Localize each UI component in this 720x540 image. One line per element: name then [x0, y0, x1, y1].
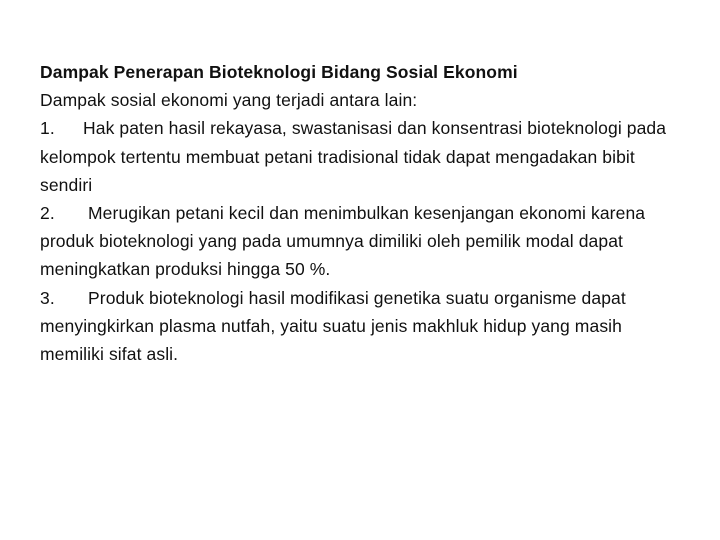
- intro-text: Dampak sosial ekonomi yang terjadi antara lain:: [40, 90, 418, 111]
- slide-title: Dampak Penerapan Bioteknologi Bidang Sosial Ekonomi: [40, 62, 518, 82]
- list-number-2: 2.: [40, 203, 55, 224]
- list-number-1: 1.: [40, 118, 55, 139]
- list-text-1: Hak paten hasil rekayasa, swastanisasi dan konsentrasi bioteknologi pada kelompok tertentu membuat petani tradisional tidak dapat mengadakan bibit sendiri: [40, 118, 667, 195]
- slide-content: [40, 58, 690, 368]
- list-text-2: Merugikan petani kecil dan menimbulkan kesenjangan ekonomi karena produk bioteknologi yang pada umumnya dimiliki oleh pemilik modal dapat meningkatkan produksi hingga 50 %.: [40, 203, 646, 280]
- list-item-1: [40, 114, 690, 199]
- list-item-2: [40, 199, 690, 284]
- list-item-3: [40, 284, 690, 369]
- list-number-3: 3.: [40, 287, 55, 308]
- list-text-3: Produk bioteknologi hasil modifikasi genetika suatu organisme dapat menyingkirkan plasma nutfah, yaitu suatu jenis makhluk hidup yang masih memiliki sifat asli.: [40, 287, 626, 365]
